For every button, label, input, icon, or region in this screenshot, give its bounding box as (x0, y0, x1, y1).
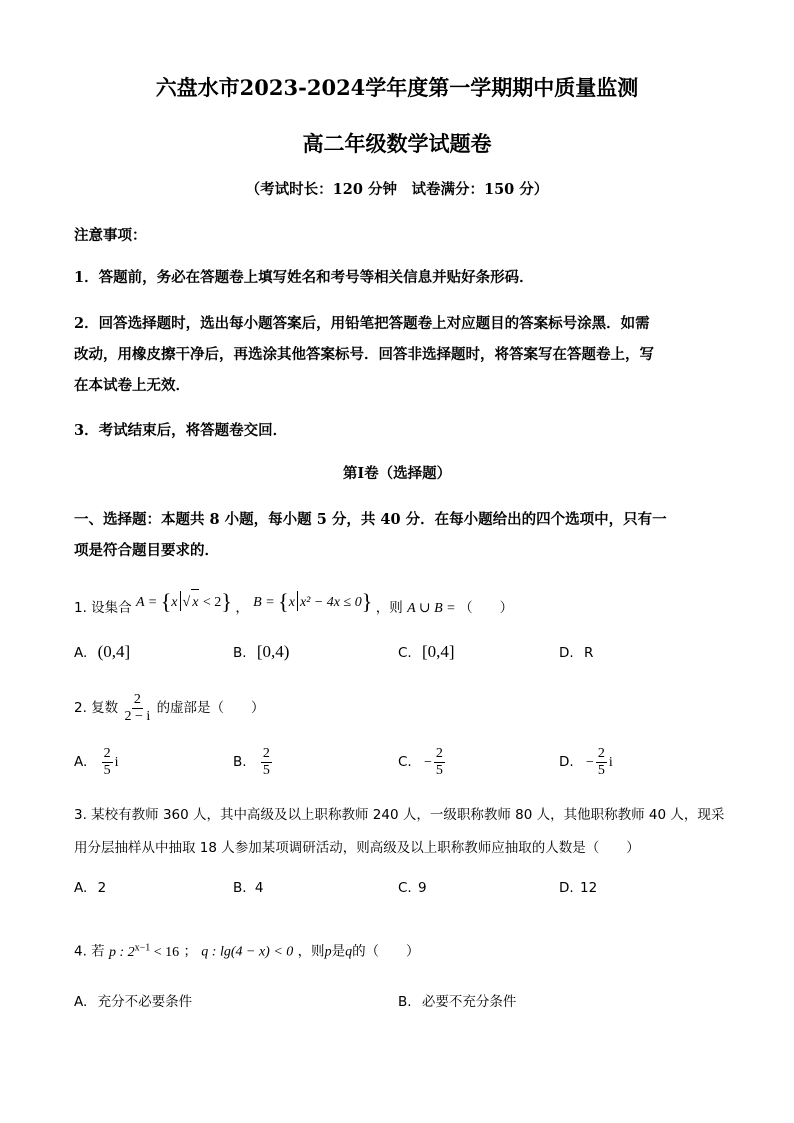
option-value: 充分不必要条件 (97, 994, 193, 1010)
fraction-numerator: 2 (103, 746, 111, 762)
notice-item-3: 3．考试结束后，将答题卷交回． (74, 422, 288, 439)
question-4-suffix-mid: 是 (331, 943, 346, 960)
q-name: q (345, 944, 353, 960)
q2-option-b[interactable] (233, 742, 274, 783)
question-4-prefix: 4. 若 (74, 943, 105, 960)
q1-option-c[interactable] (398, 642, 455, 662)
option-value: 必要不充分条件 (421, 994, 517, 1010)
set-a-cond: < 2 (199, 595, 222, 610)
question-2-suffix: 的虚部是（ ） (156, 700, 265, 716)
q3-option-a[interactable] (74, 880, 106, 896)
option-imag-unit: i (114, 755, 119, 770)
option-label: A. (74, 994, 88, 1010)
option-value: R (583, 645, 594, 661)
exam-subtitle: 高二年级数学试题卷 (302, 131, 492, 156)
question-1-suffix-pre: ，则 (375, 600, 408, 616)
fraction-numerator: 2 (262, 746, 270, 762)
condition-p (108, 942, 180, 960)
q3-option-c[interactable] (398, 880, 427, 896)
option-label: C. (398, 645, 412, 661)
set-a-var: x (171, 595, 178, 610)
fraction-numerator: 2 (597, 746, 605, 762)
question-2 (74, 688, 265, 728)
q1-option-a[interactable] (74, 642, 130, 662)
q4-option-a[interactable] (74, 990, 192, 1010)
fraction-denominator: 5 (597, 763, 605, 779)
option-value: 12 (579, 880, 598, 896)
option-label: A. (74, 645, 88, 661)
q3-option-b[interactable] (233, 880, 263, 896)
option-label: B. (233, 645, 247, 661)
option-label: B. (233, 754, 247, 770)
option-value: [0,4) (256, 642, 290, 661)
q2-option-d[interactable] (559, 742, 613, 783)
question-1-union-expr: A ∪ B = (407, 601, 460, 616)
question-1-comma: ， (235, 600, 249, 616)
option-sign: − (424, 755, 432, 770)
exam-title: 六盘水市2023-2024学年度第一学期期中质量监测 (155, 75, 639, 100)
option-value: 2 (97, 880, 107, 896)
set-b-var: x (288, 595, 295, 610)
option-label: A. (74, 880, 88, 896)
option-value: [0,4] (422, 642, 455, 661)
question-1-paren: （ ） (459, 600, 514, 616)
option-label: A. (74, 754, 88, 770)
condition-p-base: p : 2 (108, 944, 135, 960)
question-2-prefix: 2. 复数 (74, 700, 119, 716)
q3-option-d[interactable] (559, 880, 597, 896)
question-4-suffix-pre: ，则 (297, 943, 325, 960)
fraction-denominator: 5 (262, 763, 270, 779)
question-2-fraction (124, 693, 150, 724)
question-4-suffix-end: 的（ ） (352, 943, 420, 960)
option-label: C. (398, 880, 412, 896)
section-title: 第Ⅰ卷（选择题） (342, 465, 452, 482)
set-a: A = {x √ x < 2} (135, 589, 232, 614)
question-4-separator: ； (183, 943, 197, 960)
question-3-line-1: 3. 某校有教师 360 人，其中高级及以上职称教师 240 人，一级职称教师 80 人，其他职称教师 40 人，现采 (74, 807, 725, 823)
condition-p-exponent: x−1 (134, 942, 151, 953)
question-1 (74, 589, 513, 622)
q1-option-d[interactable] (559, 645, 593, 661)
q2-option-a[interactable] (74, 742, 118, 783)
question-1-prefix: 1. 设集合 (74, 600, 132, 616)
condition-q: q : lg(4 − x) < 0 (201, 944, 294, 960)
q4-option-b[interactable] (398, 990, 516, 1010)
set-b: B = {x x² − 4x ≤ 0} (253, 589, 373, 614)
option-label: C. (398, 754, 412, 770)
notice-item-2-line-2: 改动，用橡皮擦干净后，再选涂其他答案标号．回答非选择题时，将答案写在答题卷上，写 (74, 346, 654, 363)
set-a-lhs: A = (135, 595, 161, 610)
question-4 (74, 936, 420, 965)
option-value: 9 (418, 880, 427, 896)
set-a-radicand: x (191, 589, 199, 616)
option-label: B. (233, 880, 247, 896)
question-3-line-2: 用分层抽样从中抽取 18 人参加某项调研活动，则高级及以上职称教师应抽取的人数是（ ） (74, 840, 640, 856)
exam-info: （考试时长：120 分钟 试卷满分：150 分） (245, 181, 549, 198)
option-label: D. (559, 645, 574, 661)
fraction-denominator: 5 (103, 763, 111, 779)
fraction-numerator: 2 (133, 691, 141, 707)
notice-item-2-line-3: 在本试卷上无效． (74, 377, 190, 394)
option-value: 4 (254, 880, 264, 896)
fraction-denominator: 2 − i (124, 708, 151, 724)
option-sign: − (585, 755, 594, 770)
q1-option-b[interactable] (233, 642, 289, 662)
q2-option-c[interactable] (398, 742, 447, 783)
notice-item-2-line-1: 2．回答选择题时，选出每小题答案后，用铅笔把答题卷上对应题目的答案标号涂黑．如需 (74, 315, 650, 332)
option-label: D. (559, 754, 574, 770)
option-imag-unit: i (608, 755, 613, 770)
option-label: D. (559, 880, 574, 896)
p-name: p (324, 944, 332, 960)
condition-p-rest: < 16 (150, 944, 180, 960)
fraction-numerator: 2 (435, 746, 443, 762)
set-b-lhs: B = (253, 595, 279, 610)
set-b-cond: x² − 4x ≤ 0 (299, 595, 362, 610)
notice-item-1: 1．答题前，务必在答题卷上填写姓名和考号等相关信息并贴好条形码． (74, 269, 534, 286)
part-one-line-1: 一、选择题：本题共 8 小题，每小题 5 分，共 40 分．在每小题给出的四个选项中，只有一 (74, 511, 667, 528)
fraction-denominator: 5 (435, 763, 443, 779)
part-one-line-2: 项是符合题目要求的． (74, 542, 219, 559)
option-label: B. (398, 994, 412, 1010)
notice-heading: 注意事项： (74, 227, 147, 244)
option-value: (0,4] (97, 642, 131, 661)
